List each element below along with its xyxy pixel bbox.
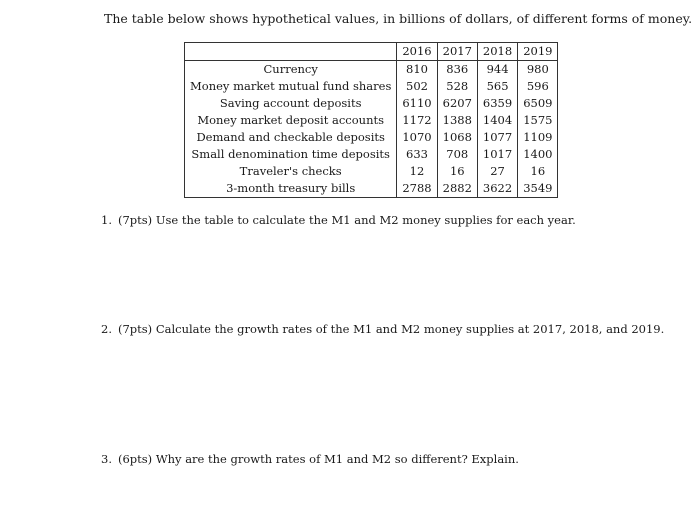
cell-value: 1070 bbox=[397, 129, 437, 146]
cell-value: 2788 bbox=[397, 180, 437, 198]
question-text: (6pts) Why are the growth rates of M1 and M2 so different? Explain. bbox=[117, 452, 519, 466]
table-row bbox=[185, 163, 558, 180]
year-header: 2017 bbox=[437, 43, 477, 61]
row-label: 3-month treasury bills bbox=[185, 180, 397, 198]
cell-value: 1172 bbox=[397, 112, 437, 129]
question-1 bbox=[101, 213, 576, 227]
year-header: 2019 bbox=[518, 43, 558, 61]
table-row bbox=[185, 180, 558, 198]
table-row bbox=[185, 112, 558, 129]
cell-value: 1017 bbox=[477, 146, 517, 163]
money-table bbox=[184, 42, 558, 198]
cell-value: 1575 bbox=[518, 112, 558, 129]
row-label: Money market deposit accounts bbox=[185, 112, 397, 129]
cell-value: 3549 bbox=[518, 180, 558, 198]
question-number: 3. bbox=[101, 452, 112, 466]
cell-value: 980 bbox=[518, 61, 558, 79]
cell-value: 6110 bbox=[397, 95, 437, 112]
row-label: Money market mutual fund shares bbox=[185, 78, 397, 95]
row-label: Demand and checkable deposits bbox=[185, 129, 397, 146]
row-label: Currency bbox=[185, 61, 397, 79]
cell-value: 596 bbox=[518, 78, 558, 95]
year-header: 2018 bbox=[477, 43, 517, 61]
cell-value: 528 bbox=[437, 78, 477, 95]
cell-value: 836 bbox=[437, 61, 477, 79]
cell-value: 565 bbox=[477, 78, 517, 95]
cell-value: 1077 bbox=[477, 129, 517, 146]
table-row bbox=[185, 95, 558, 112]
cell-value: 1388 bbox=[437, 112, 477, 129]
question-number: 2. bbox=[101, 322, 112, 336]
table-row bbox=[185, 61, 558, 79]
question-3 bbox=[101, 452, 519, 466]
cell-value: 944 bbox=[477, 61, 517, 79]
cell-value: 1400 bbox=[518, 146, 558, 163]
question-number: 1. bbox=[101, 213, 112, 227]
question-text: (7pts) Use the table to calculate the M1 and M2 money supplies for each year. bbox=[117, 213, 576, 227]
year-header: 2016 bbox=[397, 43, 437, 61]
cell-value: 2882 bbox=[437, 180, 477, 198]
row-label: Saving account deposits bbox=[185, 95, 397, 112]
cell-value: 6207 bbox=[437, 95, 477, 112]
cell-value: 810 bbox=[397, 61, 437, 79]
row-label: Traveler's checks bbox=[185, 163, 397, 180]
cell-value: 6359 bbox=[477, 95, 517, 112]
table-header-row bbox=[185, 43, 558, 61]
intro-text: The table below shows hypothetical values, in billions of dollars, of different forms of money. bbox=[104, 11, 693, 26]
question-text: (7pts) Calculate the growth rates of the M1 and M2 money supplies at 2017, 2018, and 2019. bbox=[117, 322, 665, 336]
cell-value: 1404 bbox=[477, 112, 517, 129]
cell-value: 27 bbox=[477, 163, 517, 180]
cell-value: 12 bbox=[397, 163, 437, 180]
cell-value: 3622 bbox=[477, 180, 517, 198]
cell-value: 16 bbox=[437, 163, 477, 180]
cell-value: 502 bbox=[397, 78, 437, 95]
table-row bbox=[185, 146, 558, 163]
cell-value: 1109 bbox=[518, 129, 558, 146]
cell-value: 16 bbox=[518, 163, 558, 180]
question-2 bbox=[101, 322, 664, 336]
cell-value: 708 bbox=[437, 146, 477, 163]
table-row bbox=[185, 129, 558, 146]
cell-value: 6509 bbox=[518, 95, 558, 112]
cell-value: 633 bbox=[397, 146, 437, 163]
row-label: Small denomination time deposits bbox=[185, 146, 397, 163]
cell-value: 1068 bbox=[437, 129, 477, 146]
table-row bbox=[185, 78, 558, 95]
header-blank-cell bbox=[185, 43, 397, 61]
